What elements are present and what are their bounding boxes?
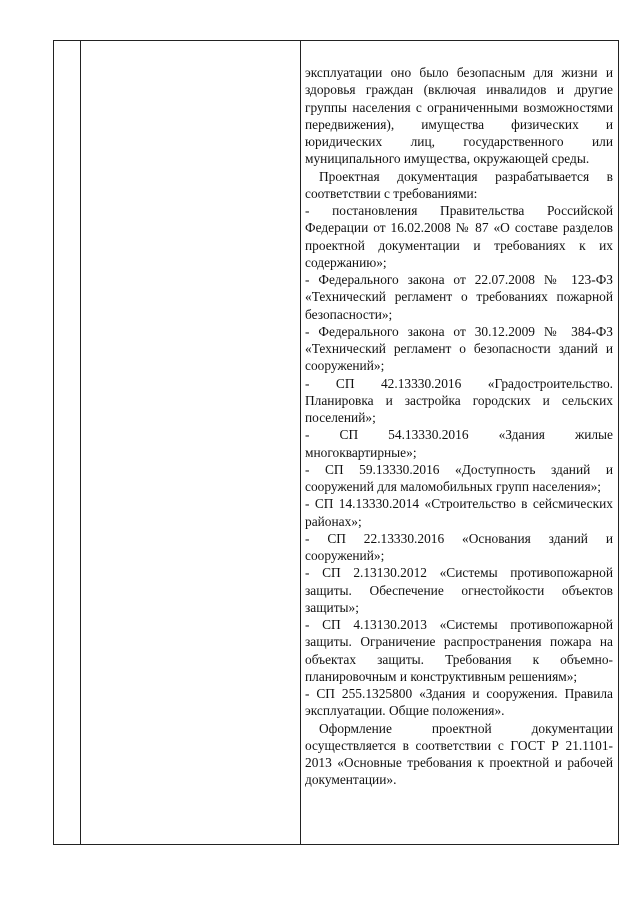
requirements-text-cell [305,64,613,789]
list-item-sp-2: - СП 2.13130.2012 «Системы противопожарной защиты. Обеспечение огнестойкости объектов защиты»; [305,565,613,615]
list-item-fire-safety-law: - Федерального закона от 22.07.2008 № 123-ФЗ «Технический регламент о требованиях пожарной безопасности»; [305,272,613,322]
list-item-building-safety-law: - Федерального закона от 30.12.2009 № 384-ФЗ «Технический регламент о безопасности зданий и сооружений»; [305,323,613,374]
list-item-sp-59: - СП 59.13330.2016 «Доступность зданий и сооружений для маломобильных групп населения»; [305,461,613,494]
list-item-sp-14: - СП 14.13330.2014 «Строительство в сейсмических районах»; [305,496,613,529]
list-item-sp-22: - СП 22.13330.2016 «Основания зданий и сооружений»; [305,530,613,563]
list-item-government-decree: - постановления Правительства Российской Федерации от 16.02.2008 № 87 «О составе разделов проектной документации и требованиях к их содержанию»; [305,203,613,270]
paragraph-intro: Проектная документация разрабатывается в соответствии с требованиями: [305,168,613,201]
list-item-sp-255: - СП 255.1325800 «Здания и сооружения. Правила эксплуатации. Общие положения». [305,686,613,719]
list-item-sp-54: - СП 54.13330.2016 «Здания жилые многоквартирные»; [305,427,613,460]
paragraph-gost: Оформление проектной документации осуществляется в соответствии с ГОСТ Р 21.1101-2013 «Основные требования к проектной и рабочей документации». [305,720,613,788]
paragraph-safety: эксплуатации оно было безопасным для жизни и здоровья граждан (включая инвалидов и другие группы населения с ограниченными возможностями передвижения), имущества физических и юридических лиц, государственного или муниципального имущества, окружающей среды. [305,65,613,167]
column-divider-2 [300,41,301,844]
column-divider-1 [80,41,81,844]
list-item-sp-42: - СП 42.13330.2016 «Градостроительство. Планировка и застройка городских и сельских поселений»; [305,375,613,425]
list-item-sp-4: - СП 4.13130.2013 «Системы противопожарной защиты. Ограничение распространения пожара на объектах защиты. Требования к объемно-планировочным и конструктивным решениям»; [305,617,613,684]
